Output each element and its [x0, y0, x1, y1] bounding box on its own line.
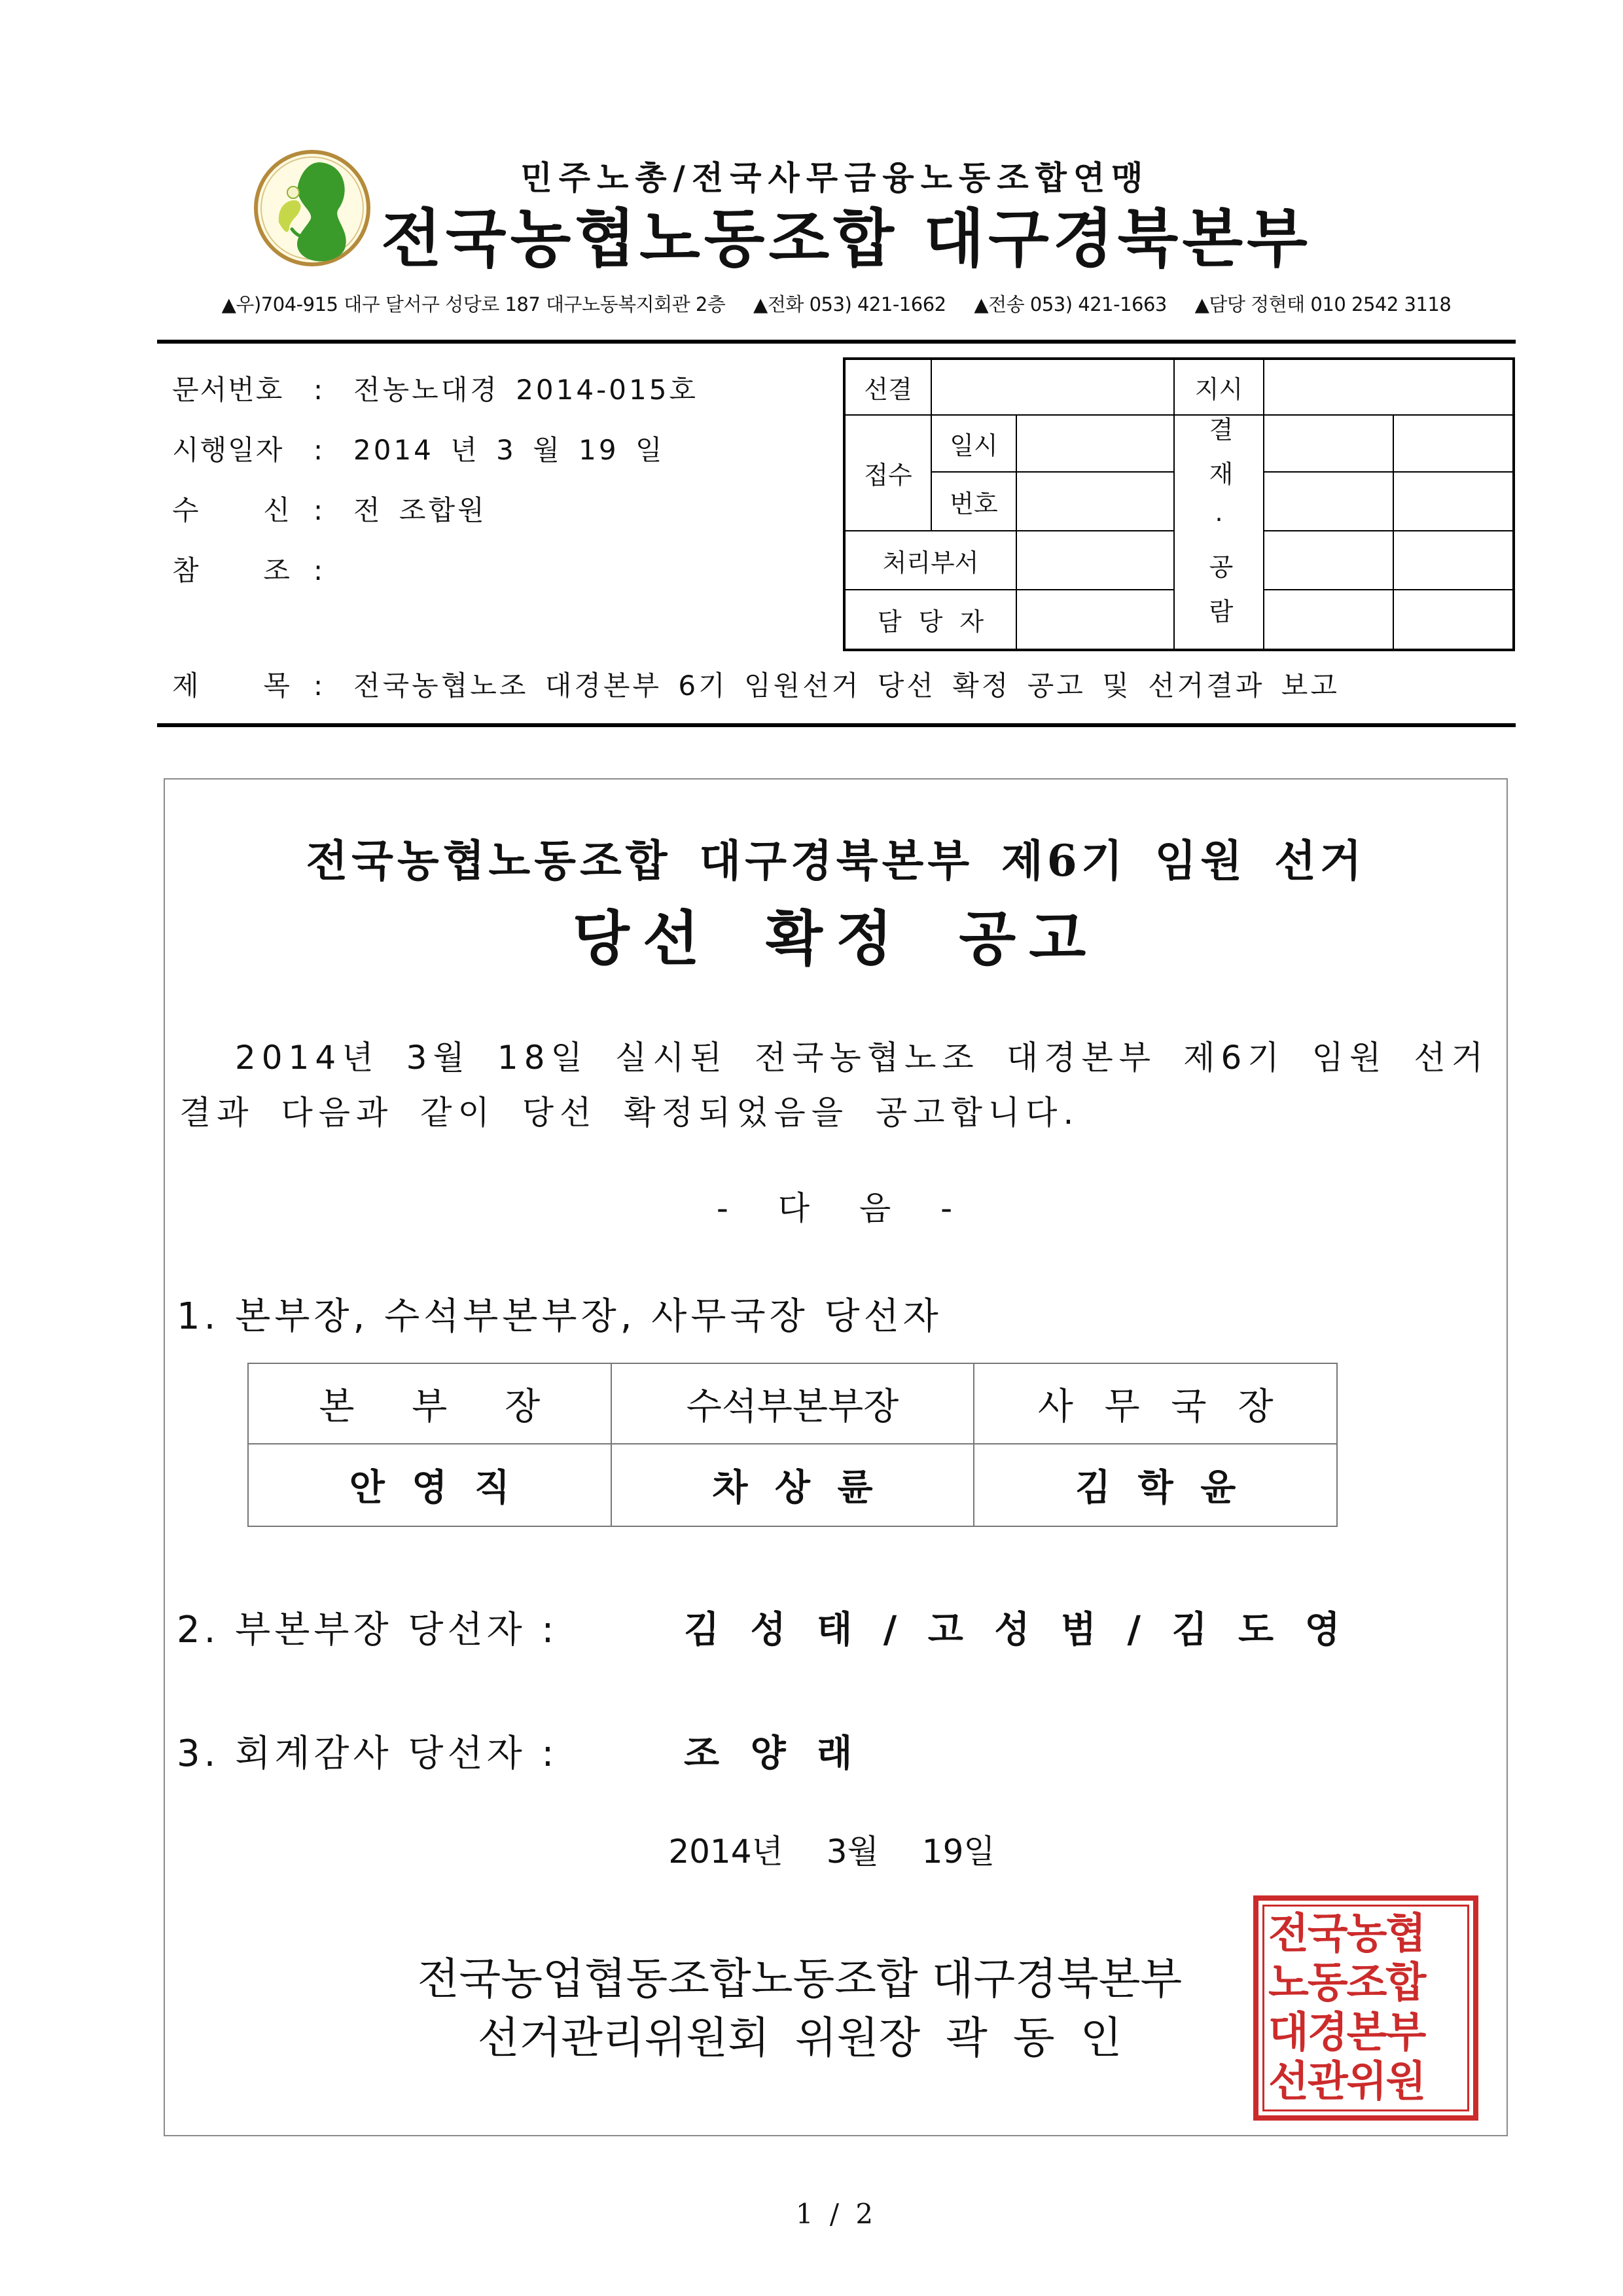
- doc-date-row: [0, 431, 818, 470]
- seal-text-row: 대경본부: [1268, 2009, 1425, 2056]
- colon: :: [313, 434, 326, 466]
- phone-number: ▲전화 053) 421-1662: [753, 293, 946, 315]
- directive-label: 지시: [1174, 359, 1264, 415]
- subject-row: [0, 666, 1505, 706]
- doc-number-value: 전농노대경 2014-015호: [353, 374, 698, 406]
- directive-cell: [1264, 359, 1514, 415]
- following-marker: - 다 음 -: [716, 1189, 953, 1227]
- organization-name: 전국농협노동조합 대구경북본부: [381, 202, 1311, 276]
- contact-person: ▲담당 정현태 010 2542 3118: [1194, 293, 1452, 315]
- issuer-organization: 전국농업협동조합노동조합 대구경북본부: [417, 1954, 1183, 2004]
- signature-cell: [1264, 472, 1393, 531]
- approval-table: [843, 357, 1515, 651]
- official-seal: [1253, 1895, 1478, 2121]
- postal-address: ▲우)704-915 대구 달서구 성당로 187 대구노동복지회관 2층: [221, 293, 726, 315]
- handling-dept-label: 처리부서: [844, 531, 1016, 590]
- colon: :: [313, 554, 326, 586]
- notice-title: 전국농협노동조합 대구경북본부 제6기 임원 선거: [306, 835, 1366, 886]
- item-3-label: 3. 회계감사 당선자 :: [177, 1732, 558, 1775]
- signature-cell: [1393, 531, 1514, 590]
- doc-number-row: [0, 370, 818, 410]
- signature-cell: [1393, 472, 1514, 531]
- person-in-charge-label: 담 당 자: [844, 590, 1016, 650]
- prior-decision-label: 선결: [844, 359, 931, 415]
- header-divider: [157, 340, 1516, 344]
- person-in-charge-cell: [1016, 590, 1174, 650]
- notice-heading: 당선 확정 공고: [572, 904, 1099, 973]
- item-2-winners: 김 성 태 / 고 성 범 / 김 도 영: [684, 1609, 1340, 1651]
- receipt-datetime-cell: [1016, 415, 1174, 472]
- item-3-winner: 조 양 래: [684, 1732, 853, 1775]
- colon: :: [313, 494, 326, 526]
- announcement-date: 2014년 3월 19일: [668, 1833, 995, 1871]
- header-cell-chairman: 본 부 장: [248, 1363, 611, 1444]
- page-number: 1 / 2: [795, 2198, 874, 2230]
- recipient-row: [0, 491, 818, 530]
- prior-decision-cell: [931, 359, 1174, 415]
- union-logo: [251, 145, 373, 271]
- winner-cell-secretary-general: 김 학 윤: [974, 1444, 1337, 1526]
- review-column: [1174, 415, 1264, 650]
- colon: :: [313, 670, 326, 702]
- notice-body: 2014년 3월 18일 실시된 전국농협노조 대경본부 제6기 임원 선거결과 다음과 같이 당선 확정되었음을 공고합니다.: [179, 1039, 1489, 1132]
- seal-text-row: 전국농협: [1268, 1910, 1425, 1958]
- handling-dept-cell: [1016, 531, 1174, 590]
- colon: :: [313, 374, 326, 406]
- winner-cell-chairman: 안 영 직: [248, 1444, 611, 1526]
- doc-date-value: 2014 년 3 월 19 일: [353, 434, 665, 466]
- subject-divider: [157, 723, 1516, 727]
- signature-cell: [1264, 531, 1393, 590]
- union-logo-icon: [251, 145, 373, 271]
- reference-row: [0, 551, 818, 590]
- item-1-heading: 1. 본부장, 수석부본부장, 사무국장 당선자: [177, 1295, 942, 1338]
- subject-value: 전국농협노조 대경본부 6기 임원선거 당선 확정 공고 및 선거결과 보고: [353, 670, 1340, 702]
- doc-date-label: 시행일자: [172, 434, 284, 466]
- subject-label: 제 목: [172, 670, 291, 702]
- receipt-number-label: 번호: [931, 472, 1016, 531]
- review-label: 결재·공람: [1204, 416, 1234, 643]
- contact-line: [157, 291, 1516, 317]
- header-cell-secretary-general: 사 무 국 장: [974, 1363, 1337, 1444]
- seal-text-row: 노동조합: [1268, 1960, 1425, 2007]
- signature-cell: [1264, 415, 1393, 472]
- reference-label: 참 조: [172, 554, 291, 586]
- federation-name: 민주노총/전국사무금융노동조합연맹: [520, 159, 1150, 197]
- signature-cell: [1393, 415, 1514, 472]
- winner-cell-senior-vice: 차 상 륜: [611, 1444, 974, 1526]
- seal-inner-border: [1262, 1905, 1469, 2111]
- recipient-label: 수 신: [172, 494, 291, 526]
- item-2-label: 2. 부본부장 당선자 :: [177, 1609, 558, 1651]
- winners-table: [247, 1363, 1338, 1527]
- header-cell-senior-vice: 수석부본부장: [611, 1363, 974, 1444]
- receipt-label: 접수: [844, 415, 931, 531]
- issuer-chairperson: 선거관리위원회 위원장 곽 동 인: [477, 2013, 1122, 2063]
- receipt-datetime-label: 일시: [931, 415, 1016, 472]
- signature-cell: [1393, 590, 1514, 650]
- fax-number: ▲전송 053) 421-1663: [974, 293, 1167, 315]
- seal-text-row: 선관위원: [1268, 2058, 1425, 2106]
- receipt-number-cell: [1016, 472, 1174, 531]
- recipient-value: 전 조합원: [353, 494, 487, 526]
- doc-number-label: 문서번호: [172, 374, 284, 406]
- signature-cell: [1264, 590, 1393, 650]
